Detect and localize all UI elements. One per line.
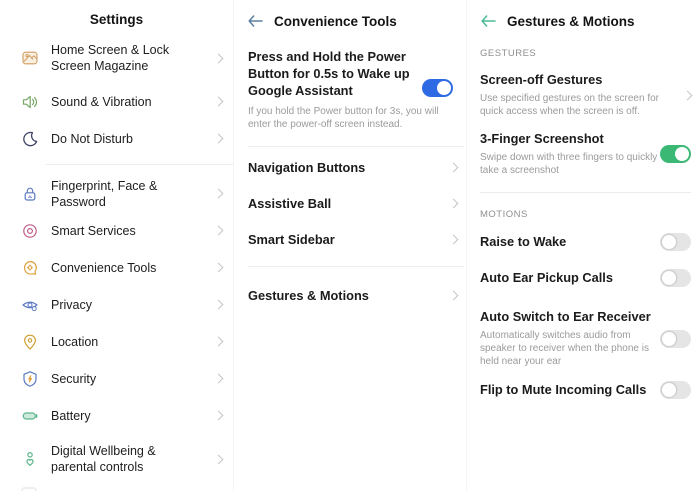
setting-title: Auto Ear Pickup Calls — [480, 270, 613, 285]
page-title: Gestures & Motions — [507, 13, 635, 29]
raise-to-wake-toggle[interactable] — [660, 233, 691, 251]
setting-raise-to-wake — [480, 224, 691, 260]
pin-icon — [21, 333, 39, 351]
toggle-knob — [675, 147, 689, 161]
setting-title: Press and Hold the Power Button for 0.5s to Wake up Google Assistant — [248, 49, 410, 98]
sidebar-item-label: Battery — [51, 408, 91, 423]
auto-ear-pickup-toggle[interactable] — [660, 269, 691, 287]
chevron-right-icon — [214, 374, 224, 384]
flip-to-mute-toggle[interactable] — [660, 381, 691, 399]
settings-panel — [0, 0, 233, 491]
setting-text — [480, 72, 684, 118]
setting-title: Flip to Mute Incoming Calls — [480, 382, 647, 397]
assistant-toggle[interactable] — [422, 79, 453, 97]
sidebar-item-label: Fingerprint, Face & Password — [51, 178, 158, 209]
speaker-icon — [21, 93, 39, 111]
setting-description: If you hold the Power button for 3s, you will enter the power-off screen instead. — [248, 106, 439, 130]
divider — [480, 192, 691, 193]
chevron-right-icon — [214, 454, 224, 464]
sidebar-item-label: Privacy — [51, 297, 92, 312]
sidebar-item-convenience-tools[interactable] — [0, 249, 233, 286]
wallpaper-icon — [21, 49, 39, 67]
three-finger-screenshot-toggle[interactable] — [660, 145, 691, 163]
gestures-body — [467, 48, 700, 408]
setting-text — [480, 131, 660, 177]
setting-title: 3-Finger Screenshot — [480, 131, 604, 146]
page-title: Convenience Tools — [274, 13, 397, 29]
sidebar-item-home-screen[interactable] — [0, 33, 233, 83]
settings-list — [0, 30, 233, 491]
battery-icon — [21, 407, 39, 425]
eye-icon — [21, 296, 39, 314]
chevron-right-icon — [214, 300, 224, 310]
target-icon — [21, 222, 39, 240]
toggle-knob — [437, 81, 451, 95]
convenience-tools-panel — [233, 0, 466, 491]
menu-item-smart-sidebar[interactable] — [234, 221, 466, 257]
setting-flip-to-mute — [480, 372, 691, 408]
chevron-right-icon — [449, 290, 459, 300]
menu-item-label: Navigation Buttons — [248, 159, 366, 175]
setting-screen-off-gestures[interactable] — [480, 72, 691, 118]
sidebar-item-label: Convenience Tools — [51, 260, 157, 275]
divider — [248, 266, 464, 267]
sidebar-item-label: Sound & Vibration — [51, 94, 152, 109]
sidebar-item-dnd[interactable] — [0, 120, 233, 157]
sidebar-item-label: Do Not Disturb — [51, 131, 133, 146]
sidebar-item-label: Security — [51, 371, 97, 386]
panel-header — [467, 0, 700, 32]
shield-icon — [21, 370, 39, 388]
sidebar-item-privacy[interactable] — [0, 286, 233, 323]
section-label-gestures: GESTURES — [480, 48, 537, 59]
setting-3-finger-screenshot — [480, 131, 691, 177]
sidebar-item-label: Location — [51, 334, 99, 349]
setting-auto-ear-pickup — [480, 260, 691, 296]
setting-description: Automatically switches audio from speaker to receiver when the phone is held near your ear — [480, 330, 649, 367]
chevron-right-icon — [449, 234, 459, 244]
chevron-right-icon — [214, 226, 224, 236]
page-title: Settings — [89, 11, 144, 27]
back-arrow-icon[interactable] — [481, 15, 496, 27]
sidebar-item-battery[interactable] — [0, 397, 233, 434]
menu-item-label: Smart Sidebar — [248, 231, 335, 247]
chevron-right-icon — [449, 162, 459, 172]
chevron-right-icon — [214, 53, 224, 63]
chevron-right-icon — [214, 189, 224, 199]
chevron-right-icon — [214, 97, 224, 107]
sidebar-item-label: Home Screen & Lock Screen Magazine — [51, 43, 170, 73]
chevron-right-icon — [214, 263, 224, 273]
chevron-right-icon — [214, 411, 224, 421]
menu-item-gestures-motions[interactable] — [234, 277, 466, 313]
head-gear-icon — [21, 259, 39, 277]
sidebar-item-smart-services[interactable] — [0, 212, 233, 249]
sidebar-item-label: Digital Wellbeing & parental controls — [51, 444, 156, 474]
menu-item-navigation-buttons[interactable] — [234, 149, 466, 185]
toggle-knob — [662, 383, 676, 397]
menu-item-label: Assistive Ball — [248, 195, 332, 211]
toggle-knob — [662, 235, 676, 249]
chevron-right-icon — [214, 337, 224, 347]
sidebar-item-sound[interactable] — [0, 83, 233, 120]
gestures-motions-panel — [466, 0, 700, 491]
setting-title: Auto Switch to Ear Receiver — [480, 309, 651, 324]
setting-text — [480, 309, 660, 368]
sidebar-item-label: Smart Services — [51, 223, 136, 238]
assistant-setting-item — [234, 32, 466, 131]
setting-title: Screen-off Gestures — [480, 72, 603, 87]
back-arrow-icon[interactable] — [248, 15, 263, 27]
setting-description: Use specified gestures on the screen for quick access when the screen is off. — [480, 93, 659, 117]
sidebar-item-security[interactable] — [0, 360, 233, 397]
auto-switch-ear-receiver-toggle[interactable] — [660, 330, 691, 348]
wellbeing-icon — [21, 450, 39, 468]
setting-title: Raise to Wake — [480, 234, 567, 249]
divider — [248, 146, 464, 147]
chevron-right-icon — [683, 90, 693, 100]
chevron-right-icon — [214, 134, 224, 144]
moon-icon — [21, 130, 39, 148]
divider — [46, 164, 233, 165]
chevron-right-icon — [449, 198, 459, 208]
lock-icon — [21, 185, 39, 203]
sidebar-item-digital-wellbeing[interactable] — [0, 434, 233, 484]
sidebar-item-location[interactable] — [0, 323, 233, 360]
panel-header — [234, 0, 466, 32]
menu-item-assistive-ball[interactable] — [234, 185, 466, 221]
toggle-knob — [662, 332, 676, 346]
setting-auto-switch-ear-receiver — [480, 309, 691, 368]
menu-item-label: Gestures & Motions — [248, 287, 369, 303]
setting-description: Swipe down with three fingers to quickly take a screenshot — [480, 152, 658, 176]
clipped-list-item — [21, 487, 37, 491]
toggle-knob — [662, 271, 676, 285]
section-label-motions: MOTIONS — [480, 209, 528, 220]
sidebar-item-fingerprint[interactable] — [0, 175, 233, 212]
